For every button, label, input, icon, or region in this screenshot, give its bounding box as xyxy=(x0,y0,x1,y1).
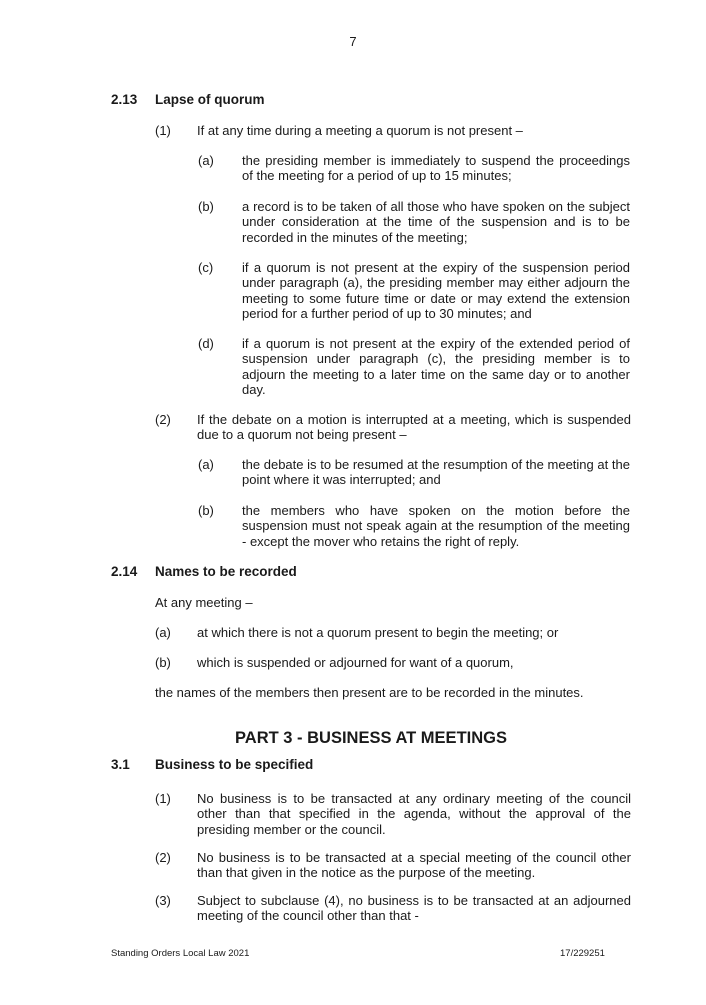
paragraph-text: a record is to be taken of all those who have spoken on the subject under consideration at the time of the suspension and is to be recorded in the minutes of the meeting; xyxy=(242,199,630,245)
clause-number: (2) xyxy=(155,412,171,427)
paragraph-number: (b) xyxy=(198,503,214,518)
section-number-3-1: 3.1 xyxy=(111,757,130,772)
paragraph-number: (a) xyxy=(198,153,214,168)
paragraph-number: (a) xyxy=(198,457,214,472)
clause-text: If at any time during a meeting a quorum is not present – xyxy=(197,123,523,138)
paragraph-number: (d) xyxy=(198,336,214,351)
clause-number: (2) xyxy=(155,850,171,865)
paragraph-number: (b) xyxy=(198,199,214,214)
footer-title: Standing Orders Local Law 2021 xyxy=(111,948,250,959)
paragraph-text: which is suspended or adjourned for want of a quorum, xyxy=(197,655,514,670)
section-title-2-14: Names to be recorded xyxy=(155,564,297,579)
section-number-2-14: 2.14 xyxy=(111,564,138,579)
footer-reference: 17/229251 xyxy=(560,948,605,959)
clause-text: Subject to subclause (4), no business is to be transacted at an adjourned meeting of the council other than that - xyxy=(197,893,631,924)
paragraph-text: the presiding member is immediately to suspend the proceedings of the meeting for a period of up to 15 minutes; xyxy=(242,153,630,184)
clause-number: (3) xyxy=(155,893,171,908)
paragraph-number: (c) xyxy=(198,260,214,275)
page-number: 7 xyxy=(349,34,357,49)
paragraph-text: the debate is to be resumed at the resumption of the meeting at the point where it was interrupted; and xyxy=(242,457,630,488)
clause-text: No business is to be transacted at any ordinary meeting of the council other than that specified in the agenda, without the approval of the presiding member or the council. xyxy=(197,791,631,837)
section-closing: the names of the members then present are to be recorded in the minutes. xyxy=(155,685,584,700)
part-title: PART 3 - BUSINESS AT MEETINGS xyxy=(235,729,507,747)
paragraph-text: at which there is not a quorum present to begin the meeting; or xyxy=(197,625,559,640)
paragraph-number: (b) xyxy=(155,655,171,670)
clause-number: (1) xyxy=(155,123,171,138)
clause-number: (1) xyxy=(155,791,171,806)
clause-text: If the debate on a motion is interrupted at a meeting, which is suspended due to a quorum not being present – xyxy=(197,412,631,443)
paragraph-text: if a quorum is not present at the expiry of the suspension period under paragraph (a), the presiding member may either adjourn the meeting to some future time or date or may extend the extension period for a further period of up to 30 minutes; and xyxy=(242,260,630,322)
section-title-3-1: Business to be specified xyxy=(155,757,314,772)
section-title-2-13: Lapse of quorum xyxy=(155,92,265,107)
clause-text: No business is to be transacted at a special meeting of the council other than that given in the notice as the purpose of the meeting. xyxy=(197,850,631,881)
section-number-2-13: 2.13 xyxy=(111,92,138,107)
paragraph-text: the members who have spoken on the motion before the suspension must not speak again at the resumption of the meeting - except the mover who retains the right of reply. xyxy=(242,503,630,549)
paragraph-number: (a) xyxy=(155,625,171,640)
paragraph-text: if a quorum is not present at the expiry of the extended period of suspension under paragraph (c), the presiding member is to adjourn the meeting to a later time on the same day or to another day. xyxy=(242,336,630,398)
section-intro: At any meeting – xyxy=(155,595,253,610)
